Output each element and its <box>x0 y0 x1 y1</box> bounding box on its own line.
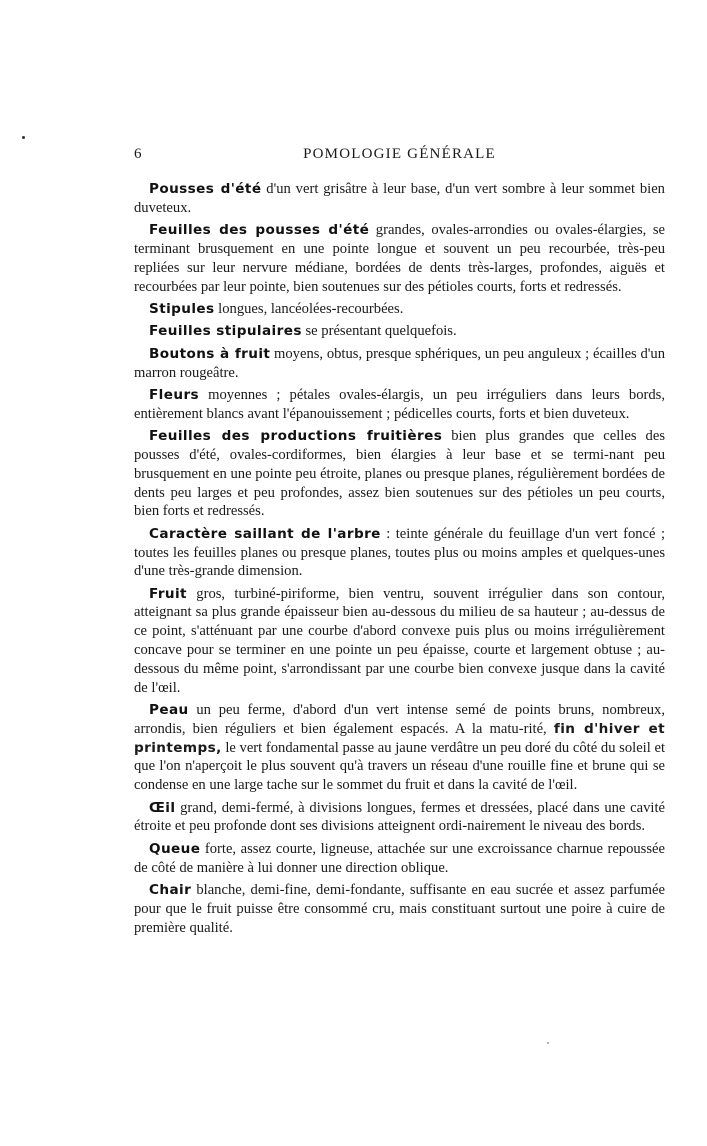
paragraph-text: se présentant quelquefois. <box>301 323 457 340</box>
paragraph-peau <box>134 701 665 795</box>
paragraph-text: moyennes ; pétales ovales-élargis, un peu irréguliers dans leurs bords, entièrement blancs avant l'épanouissement ; pédicelles courts, forts et bien duveteux. <box>134 386 665 422</box>
paragraph-boutons-fruit <box>134 345 665 383</box>
term-label: Feuilles des productions fruitières <box>149 428 443 445</box>
ripening-season: fin d'hiver et printemps, <box>134 720 665 756</box>
body-text <box>134 180 665 937</box>
paragraph-fleurs <box>134 386 665 424</box>
paragraph-stipules <box>134 300 665 319</box>
term-label: Stipules <box>149 300 215 317</box>
running-title: POMOLOGIE GÉNÉRALE <box>303 146 496 162</box>
paragraph-text: gros, turbiné-piriforme, bien ventru, souvent irrégulier dans son contour, atteignant sa plus grande épaisseur bien au-dessous du milieu de sa hauteur ; au-dessus de ce point, s'atténuant par une courbe d'abord convexe puis plus ou moins irrégulièrement concave pour se terminer en une pointe un peu épaisse, courte et largement obtuse ; au-dessous du même point, s'arrondissant par une courbe bien convexe jusque dans la cavité de l'œil. <box>134 585 665 696</box>
paragraph-text: forte, assez courte, ligneuse, attachée sur une excroissance charnue repoussée de côté de manière à lui donner une direction oblique. <box>134 840 665 876</box>
term-label: Boutons à fruit <box>149 345 271 362</box>
paragraph-text: grandes, ovales-arrondies ou ovales-élargies, se terminant brusquement en une pointe longue et souvent un peu recourbée, très-peu repliées sur leur nervure médiane, bordées de dents très-larges, profondes, aiguës et recourbées par leur pointe, bien soutenues sur des pétioles courts, forts et redressés. <box>134 222 666 295</box>
paragraph-oeil <box>134 799 665 837</box>
term-label: Caractère saillant de l'arbre <box>149 525 381 542</box>
term-label: Œil <box>149 799 176 816</box>
paragraph-chair <box>134 881 665 937</box>
paragraph-feuilles-productions <box>134 427 665 521</box>
term-label: Fleurs <box>149 386 200 403</box>
paragraph-text: le vert fondamental passe au jaune verdâtre un peu doré du côté du soleil et que l'on n'aperçoit le plus souvent qu'à travers un réseau d'une rouille fine et brune qui se condense en une large tache sur le sommet du fruit et dans la cavité de l'œil. <box>134 739 665 794</box>
book-page <box>134 146 665 941</box>
term-label: Feuilles des pousses d'été <box>149 222 370 239</box>
paragraph-text: bien plus grandes que celles des pousses d'été, ovales-cordiformes, bien élargies à leur base et se termi-nant peu brusquement en une pointe peu étroite, planes ou presque planes, régulièrement bordées de dents peu larges et peu profondes, assez bien soutenues sur des pétioles un peu courts, bien forts et redressés. <box>134 428 665 520</box>
scan-speck <box>547 1042 549 1044</box>
paragraph-text: blanche, demi-fine, demi-fondante, suffisante en eau sucrée et assez parfumée pour que le fruit puisse être consommé cru, mais constituant surtout une poire à cuire de première qualité. <box>134 882 665 936</box>
paragraph-text: longues, lancéolées-recourbées. <box>214 300 404 317</box>
paragraph-feuilles-stipulaires <box>134 322 665 341</box>
term-label: Pousses d'été <box>149 181 262 197</box>
term-label: Feuilles stipulaires <box>149 323 302 340</box>
paragraph-text: grand, demi-fermé, à divisions longues, fermes et dressées, placé dans une cavité étroite et peu profonde dont ses divisions atteignent ordi-nairement le niveau des bords. <box>134 799 665 835</box>
term-label: Chair <box>149 882 192 899</box>
paragraph-text: un peu ferme, d'abord d'un vert intense semé de points bruns, nombreux, arrondis, bien réguliers et bien également espacés. A la matu-rité, <box>134 702 665 737</box>
scan-speck <box>22 136 25 139</box>
paragraph-pousses-ete <box>134 180 665 218</box>
paragraph-fruit <box>134 585 665 698</box>
page-number: 6 <box>134 146 143 162</box>
term-label: Fruit <box>149 585 187 602</box>
paragraph-text: : teinte générale du feuillage d'un vert foncé ; toutes les feuilles planes ou presque planes, toutes plus ou moins amples et quelques-unes d'une très-grande dimension. <box>134 525 665 580</box>
term-label: Queue <box>149 840 201 857</box>
paragraph-queue <box>134 840 665 878</box>
term-label: Peau <box>149 702 189 719</box>
paragraph-text: d'un vert grisâtre à leur base, d'un vert sombre à leur sommet bien duveteux. <box>134 181 665 216</box>
paragraph-text: moyens, obtus, presque sphériques, un peu anguleux ; écailles d'un marron rougeâtre. <box>134 345 665 381</box>
paragraph-feuilles-pousses-ete <box>134 221 665 296</box>
running-head <box>134 146 665 170</box>
paragraph-caractere-arbre <box>134 525 665 581</box>
